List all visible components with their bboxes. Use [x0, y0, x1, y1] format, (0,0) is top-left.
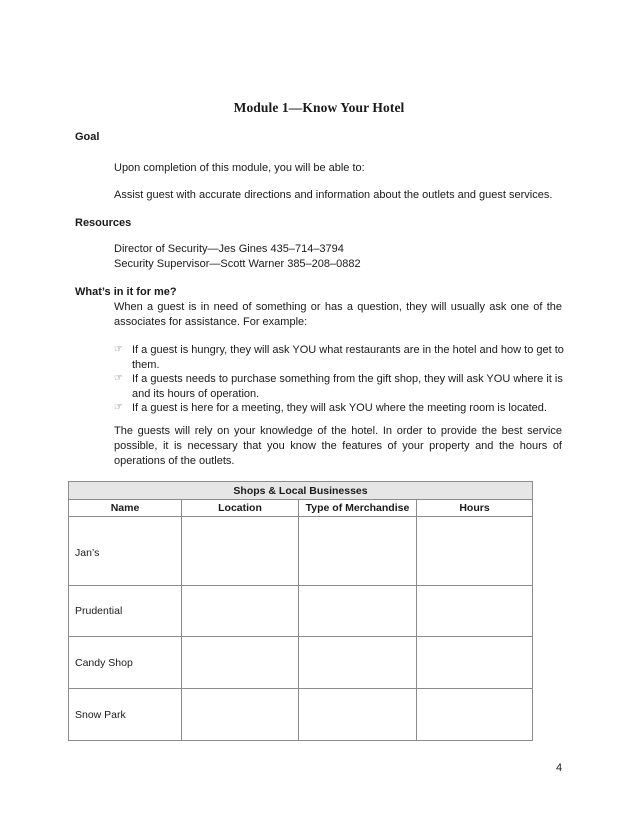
example-text: If a guest is here for a meeting, they will ask YOU where the meeting room is located.	[132, 402, 547, 414]
cell-name: Prudential	[69, 586, 182, 637]
cell-location[interactable]	[182, 517, 299, 586]
cell-merchandise[interactable]	[299, 586, 417, 637]
cell-name: Candy Shop	[69, 637, 182, 689]
pointing-hand-icon: ☞	[114, 344, 123, 355]
table-caption: Shops & Local Businesses	[69, 482, 533, 500]
cell-hours[interactable]	[417, 586, 533, 637]
goal-intro: Upon completion of this module, you will be able to:	[114, 162, 365, 174]
cell-name: Jan’s	[69, 517, 182, 586]
resources-heading: Resources	[75, 217, 132, 229]
resource-contact-supervisor: Security Supervisor—Scott Warner 385–208–0882	[114, 258, 361, 270]
table-row	[69, 637, 533, 689]
example-text: If a guest is hungry, they will ask YOU what restaurants are in the hotel and how to get to them.	[132, 344, 564, 371]
cell-hours[interactable]	[417, 637, 533, 689]
table-row	[69, 517, 533, 586]
table-header-row	[69, 500, 533, 517]
table-caption-row	[69, 482, 533, 500]
page-number: 4	[556, 762, 563, 774]
examples-list	[114, 343, 564, 416]
cell-merchandise[interactable]	[299, 689, 417, 741]
resource-contact-director: Director of Security—Jes Gines 435–714–3794	[114, 243, 344, 255]
list-item	[114, 343, 564, 372]
shops-table	[68, 481, 533, 741]
list-item	[114, 372, 564, 401]
cell-merchandise[interactable]	[299, 637, 417, 689]
table-row	[69, 689, 533, 741]
cell-location[interactable]	[182, 637, 299, 689]
whats-in-it-closing: The guests will rely on your knowledge of the hotel. In order to provide the best service possible, it is necessary that you know the features of your property and the hours of operations of the outlets.	[114, 425, 562, 467]
goal-heading: Goal	[75, 131, 100, 143]
goal-objective: Assist guest with accurate directions and information about the outlets and guest services.	[114, 189, 553, 201]
page-title: Module 1—Know Your Hotel	[233, 100, 405, 115]
cell-hours[interactable]	[417, 517, 533, 586]
list-item	[114, 401, 564, 416]
whats-in-it-intro: When a guest is in need of something or has a question, they will usually ask one of the associates for assistance. For example:	[114, 301, 562, 328]
table-row	[69, 586, 533, 637]
cell-location[interactable]	[182, 689, 299, 741]
cell-hours[interactable]	[417, 689, 533, 741]
cell-location[interactable]	[182, 586, 299, 637]
cell-name: Snow Park	[69, 689, 182, 741]
whats-in-it-heading: What’s in it for me?	[75, 286, 177, 298]
example-text: If a guests needs to purchase something from the gift shop, they will ask YOU where it is and its hours of operation.	[132, 373, 563, 400]
pointing-hand-icon: ☞	[114, 402, 123, 413]
column-header-merchandise: Type of Merchandise	[299, 500, 417, 517]
cell-merchandise[interactable]	[299, 517, 417, 586]
column-header-name: Name	[69, 500, 182, 517]
pointing-hand-icon: ☞	[114, 373, 123, 384]
column-header-location: Location	[182, 500, 299, 517]
column-header-hours: Hours	[417, 500, 533, 517]
